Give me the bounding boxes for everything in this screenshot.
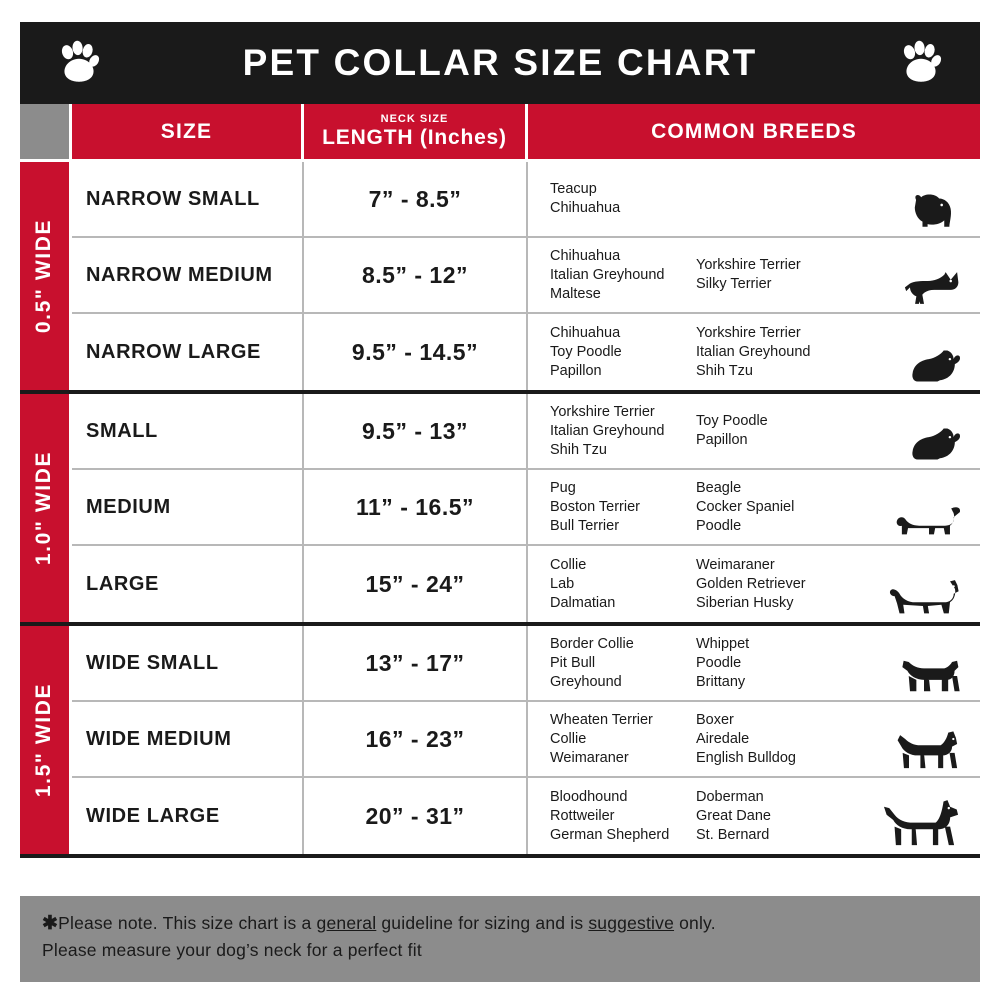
- breed-column-1: [550, 635, 696, 692]
- breed-column-2: [696, 788, 846, 845]
- cell-size: NARROW MEDIUM: [72, 238, 304, 312]
- breed-column-1: [550, 556, 696, 613]
- breed-column-1: [550, 247, 696, 304]
- breed-column-2: [696, 324, 846, 381]
- group-rows: [72, 626, 980, 854]
- papillon-dog-silhouette: [904, 346, 966, 386]
- group-rows: [72, 162, 980, 390]
- breed-item: Collie: [550, 730, 587, 747]
- breed-item: Airedale: [696, 730, 750, 747]
- chart-footer-note: [20, 896, 980, 982]
- group-label-text: 1.0" WIDE: [32, 450, 56, 566]
- breed-item: Whippet: [696, 635, 750, 652]
- breed-column-1: [550, 711, 696, 768]
- footer-line-1: [42, 910, 958, 937]
- breed-column-2: [696, 635, 846, 692]
- cell-breeds: [528, 702, 980, 776]
- breed-column-1: [550, 788, 696, 845]
- breed-item: Chihuahua: [550, 200, 621, 216]
- breed-item: Teacup: [550, 181, 597, 197]
- bulldog-silhouette: [896, 656, 966, 696]
- chart-frame: [20, 22, 980, 982]
- breed-item: Brittany: [696, 673, 746, 690]
- breed-item: Silky Terrier: [696, 276, 772, 292]
- footer-text-a: Please note. This size chart is a: [58, 913, 317, 933]
- cell-breeds: [528, 238, 980, 312]
- size-group: [20, 394, 980, 626]
- breed-column-1: [550, 180, 696, 218]
- breed-item: Yorkshire Terrier: [696, 257, 801, 273]
- breed-item: Yorkshire Terrier: [550, 403, 655, 420]
- column-header-breeds: COMMON BREEDS: [528, 104, 980, 159]
- cell-length: 9.5” - 13”: [304, 394, 528, 468]
- cell-breeds: [528, 470, 980, 544]
- breed-column-1: [550, 324, 696, 381]
- breed-item: Lab: [550, 575, 575, 592]
- footer-text-c: only.: [674, 913, 716, 933]
- cell-size: WIDE SMALL: [72, 626, 304, 700]
- breed-item: Dalmatian: [550, 594, 616, 611]
- cell-size: WIDE LARGE: [72, 778, 304, 854]
- breed-item: Toy Poodle: [550, 343, 622, 360]
- group-label-standard: [20, 394, 72, 622]
- size-group: [20, 626, 980, 858]
- column-header-neck-size: NECK SIZE: [380, 113, 449, 125]
- cell-size: SMALL: [72, 394, 304, 468]
- breed-item: Bloodhound: [550, 788, 628, 805]
- breed-item: Bull Terrier: [550, 517, 620, 534]
- breed-item: Golden Retriever: [696, 575, 806, 592]
- cell-length: 20” - 31”: [304, 778, 528, 854]
- table-body: [20, 162, 980, 896]
- breed-item: Weimaraner: [550, 749, 629, 766]
- cell-breeds: [528, 626, 980, 700]
- breed-item: Maltese: [550, 285, 601, 302]
- table-row: [72, 546, 980, 622]
- breed-item: Papillon: [550, 362, 602, 379]
- table-row: [72, 314, 980, 390]
- retriever-dog-silhouette: [886, 578, 966, 618]
- table-row: [72, 470, 980, 546]
- cell-length: 8.5” - 12”: [304, 238, 528, 312]
- breed-item: German Shepherd: [550, 826, 670, 843]
- cell-length: 11” - 16.5”: [304, 470, 528, 544]
- breed-item: Great Dane: [696, 807, 771, 824]
- breed-item: Weimaraner: [696, 556, 775, 573]
- cell-breeds: [528, 394, 980, 468]
- breed-item: Papillon: [696, 432, 748, 448]
- cell-breeds: [528, 162, 980, 236]
- breed-item: Collie: [550, 556, 587, 573]
- cell-breeds: [528, 778, 980, 854]
- breed-item: Pug: [550, 479, 576, 496]
- breed-item: Pit Bull: [550, 654, 596, 671]
- cell-length: 7” - 8.5”: [304, 162, 528, 236]
- breed-item: Boston Terrier: [550, 498, 640, 515]
- breed-column-2: [696, 256, 846, 294]
- group-label-wide: [20, 626, 72, 854]
- breed-column-2: [696, 412, 846, 450]
- chart-header: [20, 22, 980, 104]
- breed-column-2: [696, 556, 846, 613]
- breed-item: Shih Tzu: [696, 362, 753, 379]
- breed-item: Siberian Husky: [696, 594, 794, 611]
- chihuahua-dog-silhouette: [896, 268, 966, 308]
- breed-item: Italian Greyhound: [696, 343, 811, 360]
- table-row: [72, 162, 980, 238]
- breed-item: Greyhound: [550, 673, 622, 690]
- column-header-length: [304, 104, 528, 159]
- table-row: [72, 702, 980, 778]
- breed-item: Beagle: [696, 479, 742, 496]
- breed-item: Shih Tzu: [550, 441, 607, 458]
- cell-size: MEDIUM: [72, 470, 304, 544]
- breed-item: St. Bernard: [696, 826, 770, 843]
- breed-item: Doberman: [696, 788, 764, 805]
- breed-item: Toy Poodle: [696, 413, 768, 429]
- size-group: [20, 162, 980, 394]
- footer-underline-general: general: [316, 913, 377, 933]
- paw-print-icon: [898, 40, 944, 86]
- breed-column-1: [550, 403, 696, 460]
- group-label-text: 0.5" WIDE: [32, 218, 56, 334]
- asterisk-icon: ✱: [42, 913, 59, 934]
- breed-item: Wheaten Terrier: [550, 711, 653, 728]
- breed-item: English Bulldog: [696, 749, 796, 766]
- breed-item: Boxer: [696, 711, 734, 728]
- yorkie-dog-silhouette: [902, 192, 966, 232]
- cell-breeds: [528, 546, 980, 622]
- breed-item: Yorkshire Terrier: [696, 324, 801, 341]
- table-column-headers: [20, 104, 980, 162]
- cell-size: NARROW LARGE: [72, 314, 304, 390]
- column-header-length-label: LENGTH (Inches): [322, 126, 507, 149]
- column-header-corner: [20, 104, 72, 159]
- footer-underline-suggestive: suggestive: [588, 913, 675, 933]
- group-rows: [72, 394, 980, 622]
- footer-line-2: Please measure your dog’s neck for a perfect fit: [42, 940, 422, 960]
- cell-length: 9.5” - 14.5”: [304, 314, 528, 390]
- breed-item: Poodle: [696, 517, 742, 534]
- group-label-text: 1.5" WIDE: [32, 682, 56, 798]
- group-label-narrow: [20, 162, 72, 390]
- cell-breeds: [528, 314, 980, 390]
- cell-size: NARROW SMALL: [72, 162, 304, 236]
- breed-column-2: [696, 711, 846, 768]
- column-header-size: SIZE: [72, 104, 304, 159]
- breed-item: Italian Greyhound: [550, 422, 665, 439]
- table-row: [72, 238, 980, 314]
- cell-size: LARGE: [72, 546, 304, 622]
- breed-column-1: [550, 479, 696, 536]
- cell-length: 15” - 24”: [304, 546, 528, 622]
- beagle-dog-silhouette: [892, 504, 966, 540]
- table-row: [72, 626, 980, 702]
- breed-item: Chihuahua: [550, 324, 621, 341]
- breed-item: Italian Greyhound: [550, 266, 665, 283]
- papillon-dog-silhouette: [904, 424, 966, 464]
- cell-length: 13” - 17”: [304, 626, 528, 700]
- breed-item: Chihuahua: [550, 247, 621, 264]
- doberman-dog-silhouette: [880, 798, 966, 850]
- breed-item: Poodle: [696, 654, 742, 671]
- table-row: [72, 778, 980, 854]
- boxer-dog-silhouette: [890, 730, 966, 772]
- table-row: [72, 394, 980, 470]
- breed-item: Border Collie: [550, 635, 634, 652]
- paw-print-icon: [56, 40, 102, 86]
- cell-size: WIDE MEDIUM: [72, 702, 304, 776]
- breed-item: Rottweiler: [550, 807, 615, 824]
- breed-column-2: [696, 479, 846, 536]
- breed-item: Cocker Spaniel: [696, 498, 795, 515]
- cell-length: 16” - 23”: [304, 702, 528, 776]
- footer-text-b: guideline for sizing and is: [376, 913, 589, 933]
- page-title: PET COLLAR SIZE CHART: [242, 42, 758, 83]
